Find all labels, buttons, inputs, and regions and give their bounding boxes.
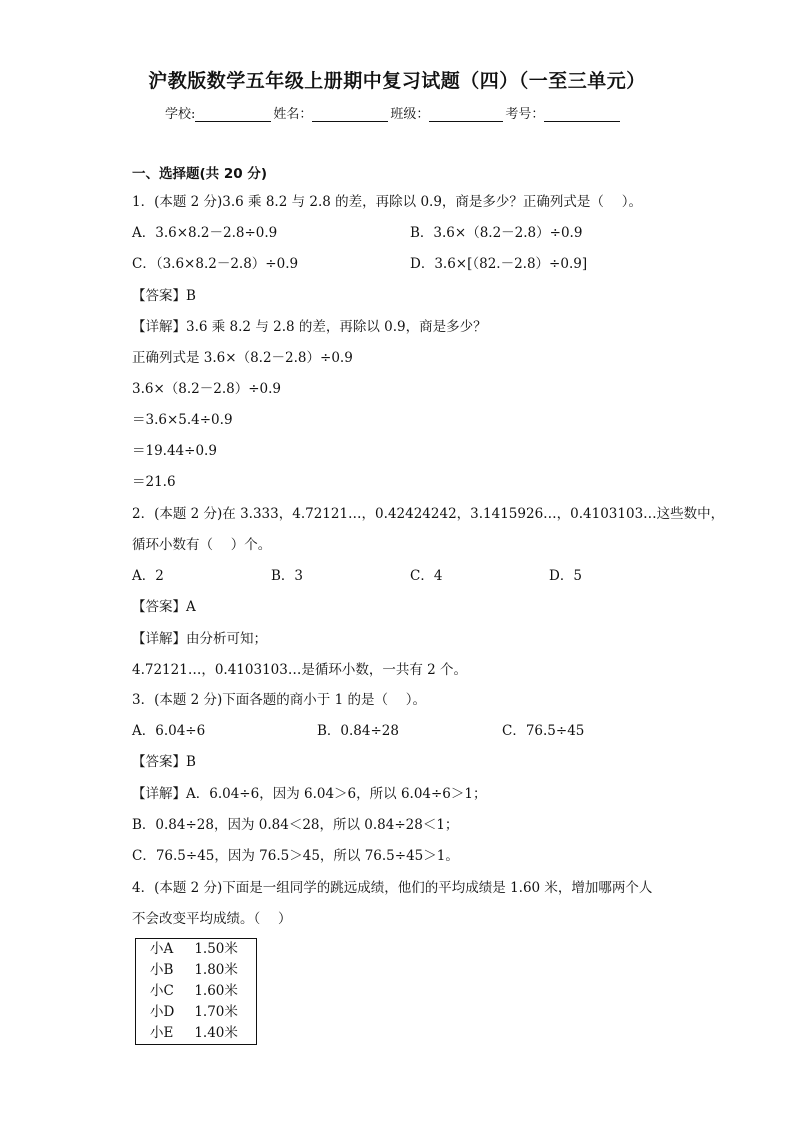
q1-option-c: C．（3.6×8.2－2.8）÷0.9 xyxy=(132,256,299,272)
student-score: 1.80米 xyxy=(194,962,238,978)
student-name: 小B xyxy=(150,962,174,978)
q3-step: B．0.84÷28，因为 0.84＜28，所以 0.84÷28＜1； xyxy=(132,817,459,833)
q1-step: ＝3.6×5.4÷0.9 xyxy=(132,412,233,428)
q2-option-a: A．2 xyxy=(132,568,164,584)
name-blank[interactable] xyxy=(312,109,388,122)
q1-option-a: A．3.6×8.2－2.8÷0.9 xyxy=(132,225,278,241)
q2-option-b: B．3 xyxy=(271,568,304,584)
table-row xyxy=(136,1002,257,1023)
table-row xyxy=(136,960,257,981)
student-name: 小A xyxy=(150,941,174,957)
q3-option-a: A．6.04÷6 xyxy=(132,723,206,739)
student-name: 小E xyxy=(150,1025,174,1041)
question-2-stem: 2．(本题 2 分)在 3.333，4.72121…，0.42424242，3.1415926…，0.4103103…这些数中， xyxy=(132,506,725,522)
q2-option-d: D．5 xyxy=(549,568,582,584)
q3-answer: 【答案】B xyxy=(132,754,196,770)
student-name: 小C xyxy=(150,983,174,999)
class-label: 班级： xyxy=(390,107,430,122)
q1-detail: 【详解】3.6 乘 8.2 与 2.8 的差，再除以 0.9，商是多少？ xyxy=(132,319,487,335)
q2-step: 4.72121…，0.4103103…是循环小数，一共有 2 个。 xyxy=(132,662,468,678)
question-4-stem-cont: 不会改变平均成绩。（ ） xyxy=(132,911,292,927)
number-blank[interactable] xyxy=(544,109,620,122)
question-3-stem: 3．(本题 2 分)下面各题的商小于 1 的是（ ）。 xyxy=(132,692,427,708)
q2-detail: 【详解】由分析可知； xyxy=(132,631,267,647)
q3-option-b: B．0.84÷28 xyxy=(317,723,399,739)
name-label: 姓名： xyxy=(273,107,313,122)
q1-step: ＝21.6 xyxy=(132,474,176,490)
q3-step: C．76.5÷45，因为 76.5＞45，所以 76.5÷45＞1。 xyxy=(132,848,459,864)
student-info-line xyxy=(165,103,622,122)
student-score: 1.70米 xyxy=(194,1004,238,1020)
table-row xyxy=(136,1023,257,1045)
table-row xyxy=(136,939,257,961)
question-4-stem: 4．(本题 2 分)下面是一组同学的跳远成绩，他们的平均成绩是 1.60 米，增加哪两个人 xyxy=(132,880,653,896)
question-2-stem-cont: 循环小数有（ ）个。 xyxy=(132,537,272,553)
school-blank[interactable] xyxy=(195,109,271,122)
q1-step: 正确列式是 3.6×（8.2－2.8）÷0.9 xyxy=(132,350,353,366)
section-heading: 一、选择题(共 20 分) xyxy=(132,166,268,182)
table-row xyxy=(136,981,257,1002)
q3-detail: 【详解】A．6.04÷6，因为 6.04＞6，所以 6.04÷6＞1； xyxy=(132,786,487,802)
student-score: 1.50米 xyxy=(194,941,238,957)
question-1-stem: 1．(本题 2 分)3.6 乘 8.2 与 2.8 的差，再除以 0.9，商是多少？正确列式是（ ）。 xyxy=(132,194,642,210)
student-name: 小D xyxy=(150,1004,175,1020)
q2-answer: 【答案】A xyxy=(132,599,196,615)
school-label: 学校: xyxy=(165,107,196,122)
student-score: 1.60米 xyxy=(194,983,238,999)
q3-option-c: C．76.5÷45 xyxy=(502,723,585,739)
jump-scores-table xyxy=(135,938,257,1045)
class-blank[interactable] xyxy=(429,109,503,122)
number-label: 考号： xyxy=(505,107,545,122)
page-title: 沪教版数学五年级上册期中复习试题（四）（一至三单元） xyxy=(148,70,646,92)
q1-step: 3.6×（8.2－2.8）÷0.9 xyxy=(132,381,282,397)
q1-option-b: B．3.6×（8.2－2.8）÷0.9 xyxy=(410,225,583,241)
q1-option-d: D．3.6×[（82.－2.8）÷0.9] xyxy=(410,256,588,272)
q1-step: ＝19.44÷0.9 xyxy=(132,443,217,459)
q2-option-c: C．4 xyxy=(410,568,443,584)
student-score: 1.40米 xyxy=(194,1025,238,1041)
q1-answer: 【答案】B xyxy=(132,288,196,304)
